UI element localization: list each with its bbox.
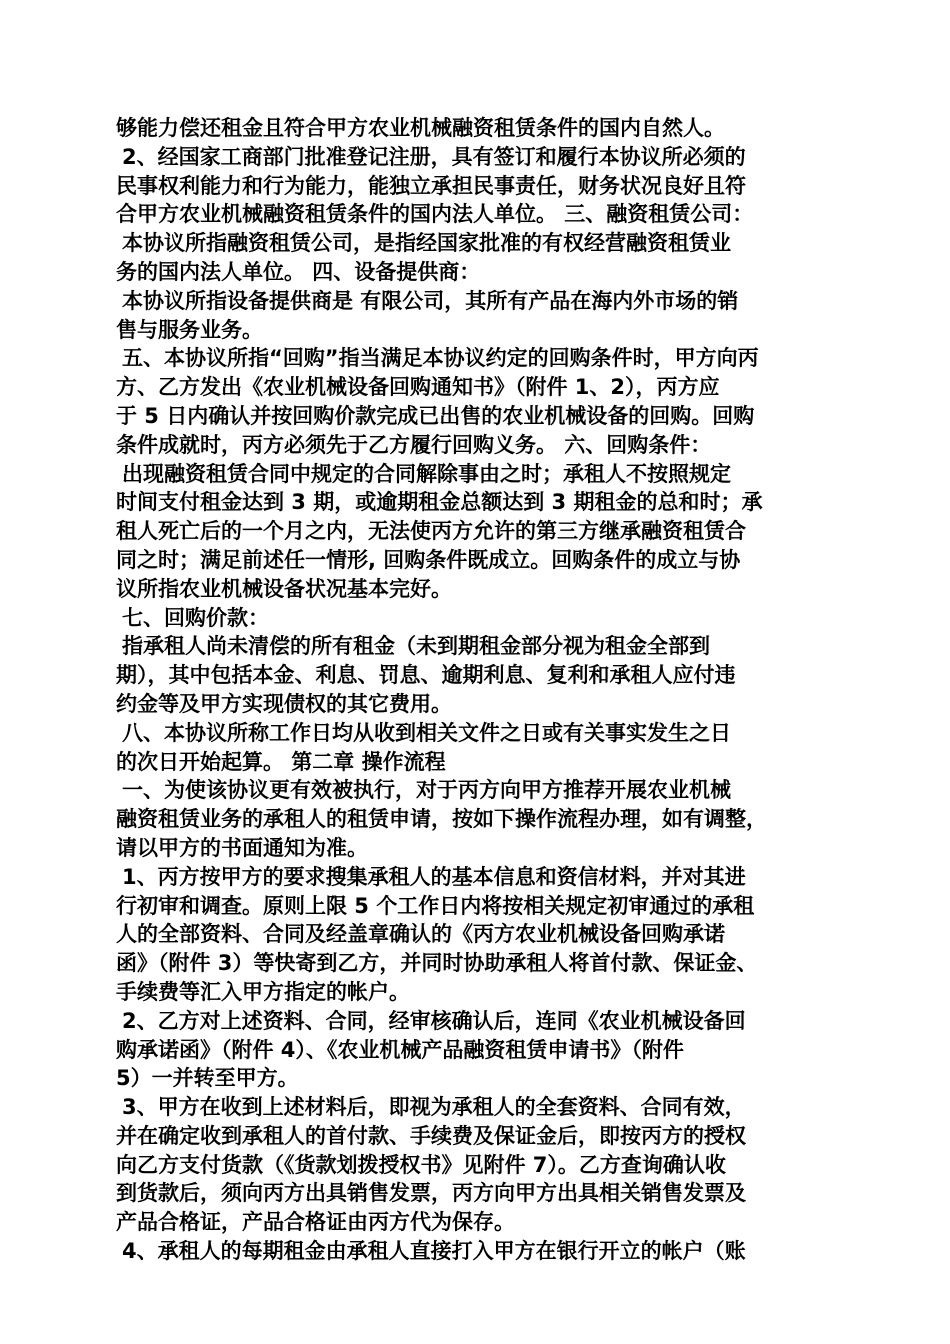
text-line: 方、乙方发出《农业机械设备回购通知书》（附件 1、2），丙方应 — [116, 375, 720, 400]
text-line: 到货款后，须向丙方出具销售发票，丙方向甲方出具相关销售发票及 — [116, 1181, 746, 1206]
text-line: 八、本协议所称工作日均从收到相关文件之日或有关事实发生之日 — [122, 720, 731, 745]
text-line: 产品合格证，产品合格证由丙方代为保存。 — [116, 1210, 515, 1235]
text-line: 函》（附件 3）等快寄到乙方，并同时协助承租人将首付款、保证金、 — [116, 951, 758, 976]
text-line: 行初审和调查。原则上限 5 个工作日内将按相关规定初审通过的承租 — [116, 893, 755, 918]
text-line: 租人死亡后的一个月之内，无法使丙方允许的第三方继承融资租赁合 — [116, 519, 746, 544]
text-line: 本协议所指设备提供商是 有限公司，其所有产品在海内外市场的销 — [122, 288, 739, 313]
text-line: 够能力偿还租金且符合甲方农业机械融资租赁条件的国内自然人。 — [116, 116, 725, 140]
text-line: 于 5 日内确认并按回购价款完成已出售的农业机械设备的回购。回购 — [116, 403, 755, 428]
text-line: 2、经国家工商部门批准登记注册，具有签订和履行本协议所必须的 — [122, 144, 746, 169]
text-line: 一、为使该协议更有效被执行，对于丙方向甲方推荐开展农业机械 — [122, 778, 731, 803]
text-line: 请以甲方的书面通知为准。 — [116, 835, 368, 860]
text-line: 议所指农业机械设备状况基本完好。 — [116, 576, 452, 601]
text-line: 时间支付租金达到 3 期，或逾期租金总额达到 3 期租金的总和时；承 — [116, 490, 763, 515]
text-line: 务的国内法人单位。 四、设备提供商： — [116, 259, 481, 284]
text-line: 并在确定收到承租人的首付款、手续费及保证金后，即按丙方的授权 — [116, 1123, 746, 1148]
text-line: 本协议所指融资租赁公司，是指经国家批准的有权经营融资租赁业 — [122, 231, 731, 256]
text-line: 民事权利能力和行为能力，能独立承担民事责任，财务状况良好且符 — [116, 173, 746, 198]
text-line: 五、本协议所指“回购”指当满足本协议约定的回购条件时，甲方向丙 — [122, 346, 759, 371]
text-line: 售与服务业务。 — [116, 317, 263, 342]
text-line: 5）一并转至甲方。 — [116, 1066, 299, 1091]
text-line: 3、甲方在收到上述材料后，即视为承租人的全套资料、合同有效， — [122, 1095, 746, 1120]
text-line: 出现融资租赁合同中规定的合同解除事由之时；承租人不按照规定 — [122, 461, 731, 486]
text-line: 合甲方农业机械融资租赁条件的国内法人单位。 三、融资租赁公司： — [116, 202, 754, 227]
text-line: 购承诺函》（附件 4）、《农业机械产品融资租赁申请书》（附件 — [116, 1037, 684, 1062]
text-line: 手续费等汇入甲方指定的帐户。 — [116, 979, 410, 1004]
text-line: 1、丙方按甲方的要求搜集承租人的基本信息和资信材料，并对其进 — [122, 864, 746, 889]
text-line: 人的全部资料、合同及经盖章确认的《丙方农业机械设备回购承诺 — [116, 922, 725, 947]
text-line: 4、承租人的每期租金由承租人直接打入甲方在银行开立的帐户（账 — [122, 1239, 746, 1264]
text-line: 向乙方支付货款（《货款划拨授权书》见附件 7）。乙方查询确认收 — [116, 1152, 726, 1177]
text-line: 条件成就时，丙方必须先于乙方履行回购义务。 六、回购条件： — [116, 432, 712, 457]
text-line: 融资租赁业务的承租人的租赁申请，按如下操作流程办理，如有调整， — [116, 807, 767, 832]
text-line: 七、回购价款： — [122, 605, 269, 630]
text-line: 指承租人尚未清偿的所有租金（未到期租金部分视为租金全部到 — [122, 634, 710, 659]
text-line: 期），其中包括本金、利息、罚息、逾期利息、复利和承租人应付违 — [116, 663, 736, 688]
text-line: 2、乙方对上述资料、合同，经审核确认后，连同《农业机械设备回 — [122, 1008, 746, 1033]
document-body — [116, 114, 838, 1266]
text-line: 的次日开始起算。 第二章 操作流程 — [116, 749, 446, 774]
text-line: 约金等及甲方实现债权的其它费用。 — [116, 691, 452, 716]
text-line: 同之时；满足前述任一情形, 回购条件既成立。回购条件的成立与协 — [116, 547, 741, 572]
